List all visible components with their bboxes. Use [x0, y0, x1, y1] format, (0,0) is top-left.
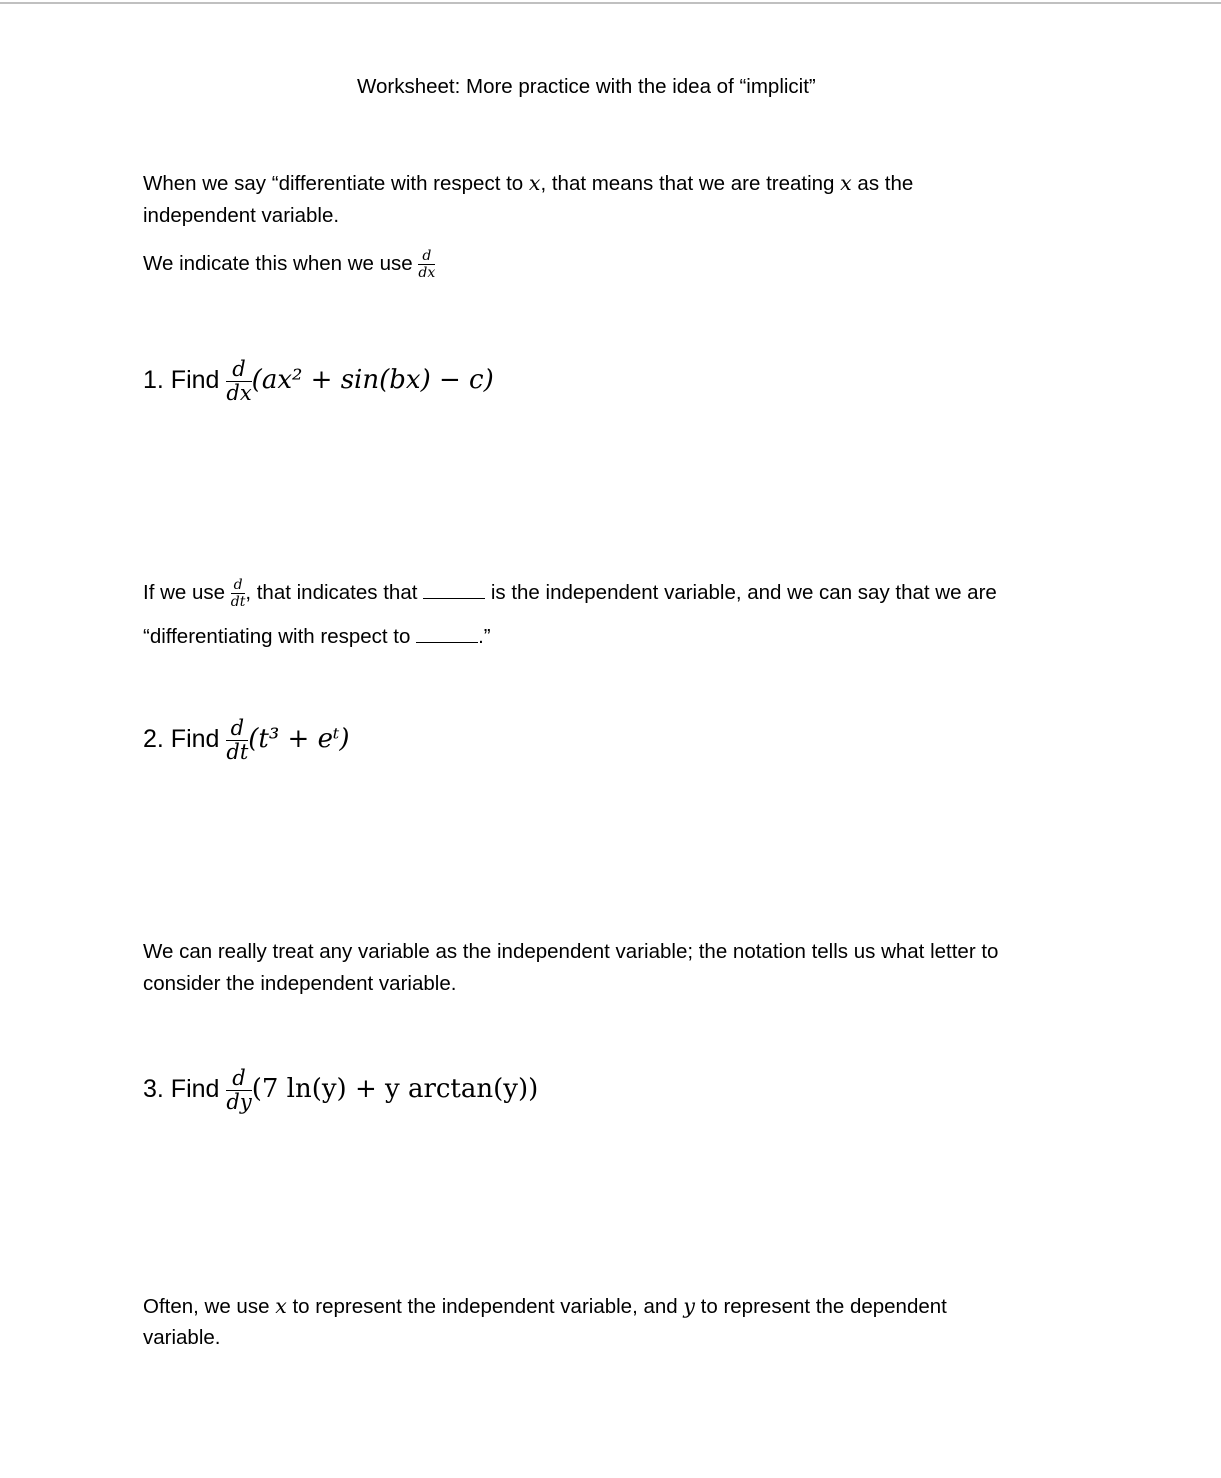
answer-blank-1[interactable]: [423, 580, 485, 599]
text: .”: [478, 625, 491, 648]
expression: (7 ln(y) + y arctan(y)): [251, 1074, 539, 1105]
variable-x: x: [528, 171, 541, 195]
denominator: dy: [226, 1090, 252, 1114]
numerator: d: [226, 1068, 251, 1091]
question-2: [143, 718, 350, 763]
denominator: dt: [226, 740, 249, 764]
derivative-operator: [226, 359, 251, 404]
question-1: [143, 359, 494, 404]
denominator: dx: [418, 265, 436, 281]
answer-blank-2[interactable]: [416, 624, 478, 643]
text: We indicate this when we use: [143, 251, 419, 275]
text: as the: [851, 172, 914, 195]
question-label: 1. Find: [143, 366, 227, 395]
variable-y: y: [683, 1294, 695, 1318]
fill-in-line-1: [143, 578, 997, 609]
expression: (ax² + sin(bx) − c): [251, 365, 494, 396]
numerator: d: [226, 359, 251, 382]
derivative-operator: [226, 718, 248, 763]
outro-line-2: variable.: [143, 1326, 221, 1349]
outro-line-1: [143, 1294, 947, 1319]
numerator: d: [418, 249, 435, 265]
numerator: d: [231, 578, 246, 594]
question-label: 2. Find: [143, 725, 227, 754]
denominator: dt: [230, 594, 246, 610]
text: “differentiating with respect to: [143, 625, 417, 648]
question-3: [143, 1068, 538, 1113]
page-top-border: [0, 2, 1221, 4]
numerator: d: [226, 718, 248, 741]
text: , that means that we are treating: [540, 172, 841, 195]
text: If we use: [143, 580, 231, 604]
note-line-2: consider the independent variable.: [143, 972, 457, 995]
intro-line-3: [143, 249, 435, 280]
variable-x: x: [840, 171, 852, 195]
derivative-operator: [226, 1068, 251, 1113]
text: is the independent variable, and we can say that we are: [485, 580, 997, 604]
denominator: dx: [226, 381, 252, 405]
variable-x: x: [275, 1294, 287, 1318]
text: When we say “differentiate with respect to: [143, 172, 529, 195]
note-line-1: We can really treat any variable as the independent variable; the notation tells us what letter to: [143, 940, 999, 963]
worksheet-title: Worksheet: More practice with the idea of “implicit”: [357, 75, 816, 98]
text: to represent the dependent: [694, 1295, 947, 1318]
fill-in-line-2: [143, 624, 491, 649]
derivative-operator: [231, 578, 246, 609]
intro-line-2: independent variable.: [143, 204, 340, 227]
intro-line-1: [143, 171, 913, 196]
question-label: 3. Find: [143, 1075, 227, 1104]
expression: (t³ + eᵗ): [248, 724, 350, 755]
text: , that indicates that: [245, 580, 424, 604]
text: Often, we use: [143, 1295, 276, 1318]
derivative-operator: [418, 249, 435, 280]
text: to represent the independent variable, and: [286, 1295, 684, 1318]
